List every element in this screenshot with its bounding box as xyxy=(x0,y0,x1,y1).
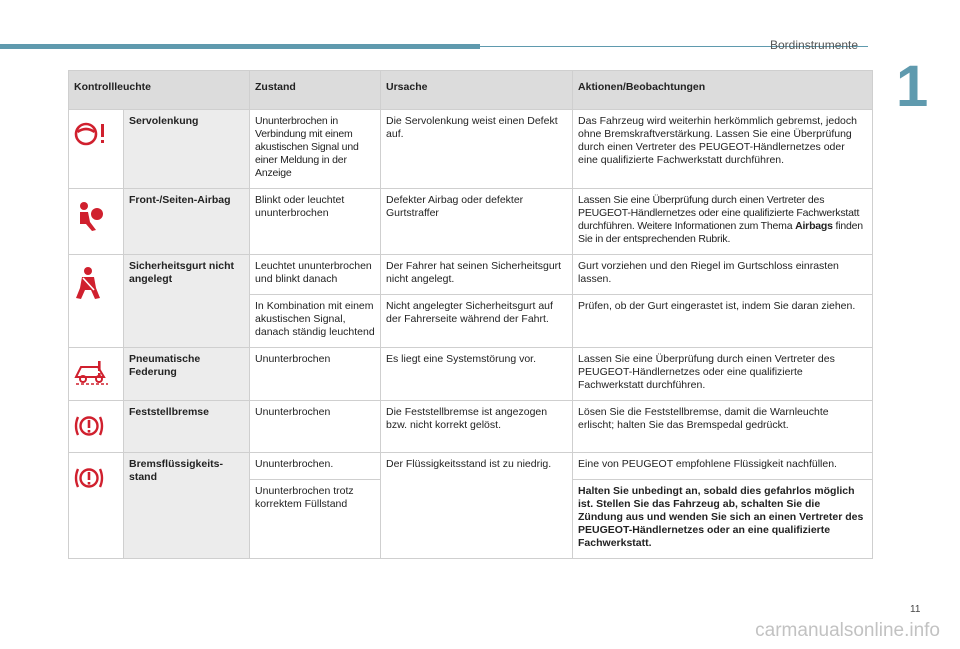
chapter-number: 1 xyxy=(896,54,929,119)
action-cell: Das Fahrzeug wird weiterhin herkömmlich gebremst, jedoch ohne Bremskraftverstärkung. Lassen Sie eine Überprüfung durch einen Vertreter des PEUGEOT-Händlernetzes oder eine qualifizierte Fachwerkstatt durchführen. xyxy=(573,110,873,189)
state-cell: Blinkt oder leuchtet ununterbrochen xyxy=(250,189,381,255)
lamp-name: Front-/Seiten-Airbag xyxy=(124,189,250,255)
state-cell: Ununterbrochen xyxy=(250,348,381,401)
col-header-action: Aktionen/Beobachtungen xyxy=(573,71,873,110)
table-header-row xyxy=(69,71,873,110)
icon-cell xyxy=(69,348,124,401)
lamp-name: Feststellbremse xyxy=(124,401,250,453)
table-row xyxy=(69,453,873,480)
icon-cell xyxy=(69,255,124,348)
icon-cell xyxy=(69,401,124,453)
action-cell: Lösen Sie die Feststellbremse, damit die Warnleuchte erlischt; halten Sie das Bremspedal gedrückt. xyxy=(573,401,873,453)
airbag-icon xyxy=(74,200,104,232)
seatbelt-icon xyxy=(74,266,102,300)
icon-cell xyxy=(69,189,124,255)
suspension-icon xyxy=(74,359,110,385)
action-cell: Lassen Sie eine Überprüfung durch einen Vertreter des PEUGEOT-Händlernetzes oder eine qualifizierte Fachwerkstatt durchführen. xyxy=(573,348,873,401)
col-header-lamp: Kontrollleuchte xyxy=(69,71,250,110)
cause-cell: Die Feststellbremse ist angezogen bzw. nicht korrekt gelöst. xyxy=(381,401,573,453)
state-cell: Leuchtet ununterbrochen und blinkt danach xyxy=(250,255,381,295)
action-cell: Gurt vorziehen und den Riegel im Gurtschloss einrasten lassen. xyxy=(573,255,873,295)
parking-brake-icon xyxy=(74,412,104,440)
cause-cell: Defekter Airbag oder defekter Gurtstraffer xyxy=(381,189,573,255)
lamp-name: Bremsflüssigkeits-stand xyxy=(124,453,250,559)
action-cell: Prüfen, ob der Gurt eingerastet ist, indem Sie daran ziehen. xyxy=(573,295,873,348)
lamp-name: Pneumatische Federung xyxy=(124,348,250,401)
header-accent-bar xyxy=(0,44,480,49)
cause-cell: Der Fahrer hat seinen Sicherheitsgurt nicht angelegt. xyxy=(381,255,573,295)
icon-cell xyxy=(69,453,124,559)
section-title: Bordinstrumente xyxy=(770,38,859,52)
warning-lamps-table xyxy=(68,70,873,559)
icon-cell xyxy=(69,110,124,189)
col-header-cause: Ursache xyxy=(381,71,573,110)
action-text: finden Sie in der entsprechenden Rubrik. xyxy=(578,220,863,245)
state-cell: Ununterbrochen trotz korrektem Füllstand xyxy=(250,480,381,559)
action-cell xyxy=(573,189,873,255)
watermark: carmanualsonline.info xyxy=(755,620,940,641)
state-cell: Ununterbrochen. xyxy=(250,453,381,480)
action-cell: Eine von PEUGEOT empfohlene Flüssigkeit nachfüllen. xyxy=(573,453,873,480)
state-cell: Ununterbrochen xyxy=(250,401,381,453)
table-row xyxy=(69,255,873,295)
steering-warning-icon xyxy=(74,121,108,147)
cause-cell: Die Servolenkung weist einen Defekt auf. xyxy=(381,110,573,189)
state-cell: In Kombination mit einem akustischen Signal, danach ständig leuchtend xyxy=(250,295,381,348)
table-row xyxy=(69,110,873,189)
cause-cell: Der Flüssigkeitsstand ist zu niedrig. xyxy=(381,453,573,559)
page-number: 11 xyxy=(910,604,921,615)
cause-cell: Es liegt eine Systemstörung vor. xyxy=(381,348,573,401)
lamp-name: Sicherheitsgurt nicht angelegt xyxy=(124,255,250,348)
brake-fluid-icon xyxy=(74,464,104,492)
action-keyword: Airbags xyxy=(795,220,833,232)
table-row xyxy=(69,189,873,255)
lamp-name: Servolenkung xyxy=(124,110,250,189)
table-row xyxy=(69,348,873,401)
cause-cell: Nicht angelegter Sicherheitsgurt auf der Fahrerseite während der Fahrt. xyxy=(381,295,573,348)
col-header-state: Zustand xyxy=(250,71,381,110)
action-text: Lassen Sie eine Überprüfung durch einen Vertreter des PEUGEOT-Händlernetzes oder eine qualifizierte Fachwerkstatt durchführen. Weitere Informationen zum Thema xyxy=(578,194,860,232)
table-row xyxy=(69,401,873,453)
action-cell: Halten Sie unbedingt an, sobald dies gefahrlos möglich ist. Stellen Sie das Fahrzeug ab, schalten Sie die Zündung aus und wenden Sie sich an einen Vertreter des PEUGEOT-Händlernetzes oder an eine qualifizierte Fachwerkstatt. xyxy=(573,480,873,559)
state-cell: Ununterbrochen in Verbindung mit einem akustischen Signal und einer Meldung in der Anzeige xyxy=(250,110,381,189)
